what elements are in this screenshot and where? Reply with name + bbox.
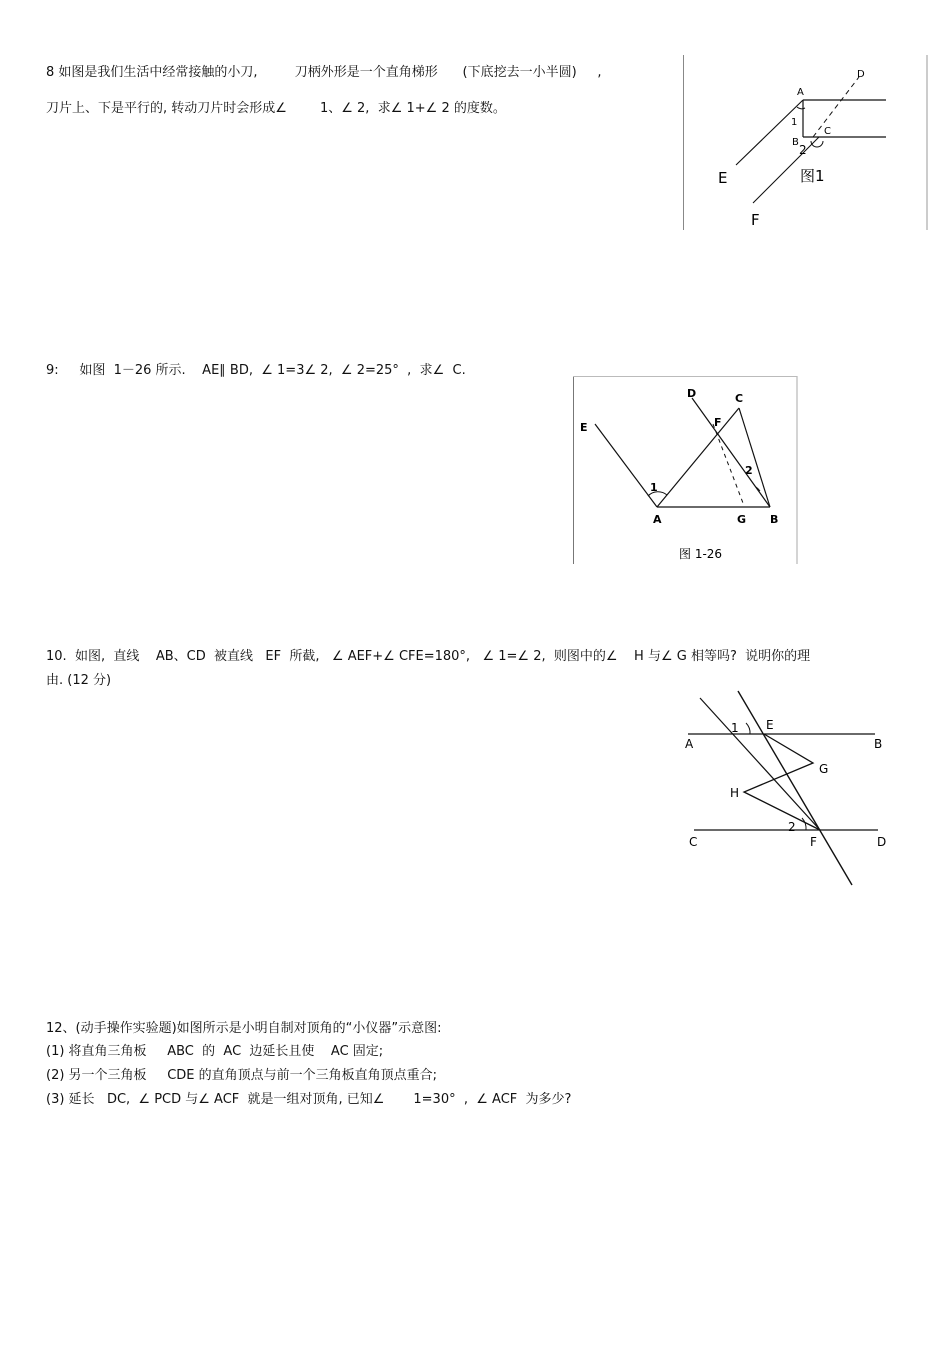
- q8-text-line2: 刀片上、下是平行的, 转动刀片时会形成∠ 1、∠ 2, 求∠ 1+∠ 2 的度数。: [46, 101, 506, 116]
- q10-label-h: H: [730, 786, 740, 800]
- q10-label-f: F: [810, 835, 817, 849]
- q12-text-line2: (1) 将直角三角板 ABC 的 AC 边延长且使 AC 固定;: [46, 1044, 384, 1059]
- q8-label-a: A: [797, 87, 804, 98]
- q8-label-e: E: [718, 169, 728, 187]
- q9-label-c: C: [735, 392, 744, 405]
- q10-text-line2: 由. (12 分): [46, 673, 112, 688]
- q8-label-b: B: [792, 137, 799, 148]
- q10-label-g: G: [819, 762, 829, 776]
- q8-label-d: D: [857, 69, 865, 80]
- q10-label-e: E: [766, 718, 774, 732]
- q10-label-d: D: [877, 835, 887, 849]
- q10-label-b: B: [874, 737, 883, 751]
- q10-label-two: 2: [788, 820, 796, 834]
- q9-label-two: 2: [745, 464, 753, 477]
- q9-label-f: F: [714, 416, 722, 429]
- q8-label-one: 1: [791, 117, 798, 128]
- q9-label-g: G: [737, 513, 747, 526]
- q8-text-line1: 8 如图是我们生活中经常接触的小刀, 刀柄外形是一个直角梯形 (下底挖去一小半圆) ,: [46, 65, 602, 80]
- q9-label-e: E: [580, 421, 588, 434]
- q8-label-c: C: [824, 126, 831, 137]
- q8-label-f: F: [751, 211, 760, 229]
- q12-text-line3: (2) 另一个三角板 CDE 的直角顶点与前一个三角板直角顶点重合;: [46, 1068, 438, 1083]
- q8-caption: 图1: [800, 167, 825, 185]
- q9-label-d: D: [687, 387, 697, 400]
- q8-figure: [683, 55, 928, 230]
- q9-figure: [573, 376, 798, 564]
- q9-label-one: 1: [650, 481, 658, 494]
- q12-text-line1: 12、(动手操作实验题)如图所示是小明自制对顶角的“小仪器”示意图:: [46, 1021, 442, 1036]
- q9-caption: 图 1-26: [679, 547, 723, 561]
- q12-text-line4: (3) 延长 DC, ∠ PCD 与∠ ACF 就是一组对顶角, 已知∠ 1=30° , ∠ ACF 为多少?: [46, 1092, 572, 1107]
- q10-label-c: C: [689, 835, 698, 849]
- q10-label-a: A: [685, 737, 694, 751]
- q9-text-line1: 9: 如图 1－26 所示. AE∥ BD, ∠ 1=3∠ 2, ∠ 2=25° , 求∠ C.: [46, 363, 466, 378]
- q9-label-a: A: [653, 513, 662, 526]
- q10-figure: [680, 685, 895, 895]
- q10-text-line1: 10. 如图, 直线 AB、CD 被直线 EF 所截, ∠ AEF+∠ CFE=180°, ∠ 1=∠ 2, 则图中的∠ H 与∠ G 相等吗? 说明你的理: [46, 649, 811, 664]
- q10-label-one: 1: [731, 721, 739, 735]
- q9-label-b: B: [770, 513, 779, 526]
- q8-label-two: 2: [799, 143, 807, 157]
